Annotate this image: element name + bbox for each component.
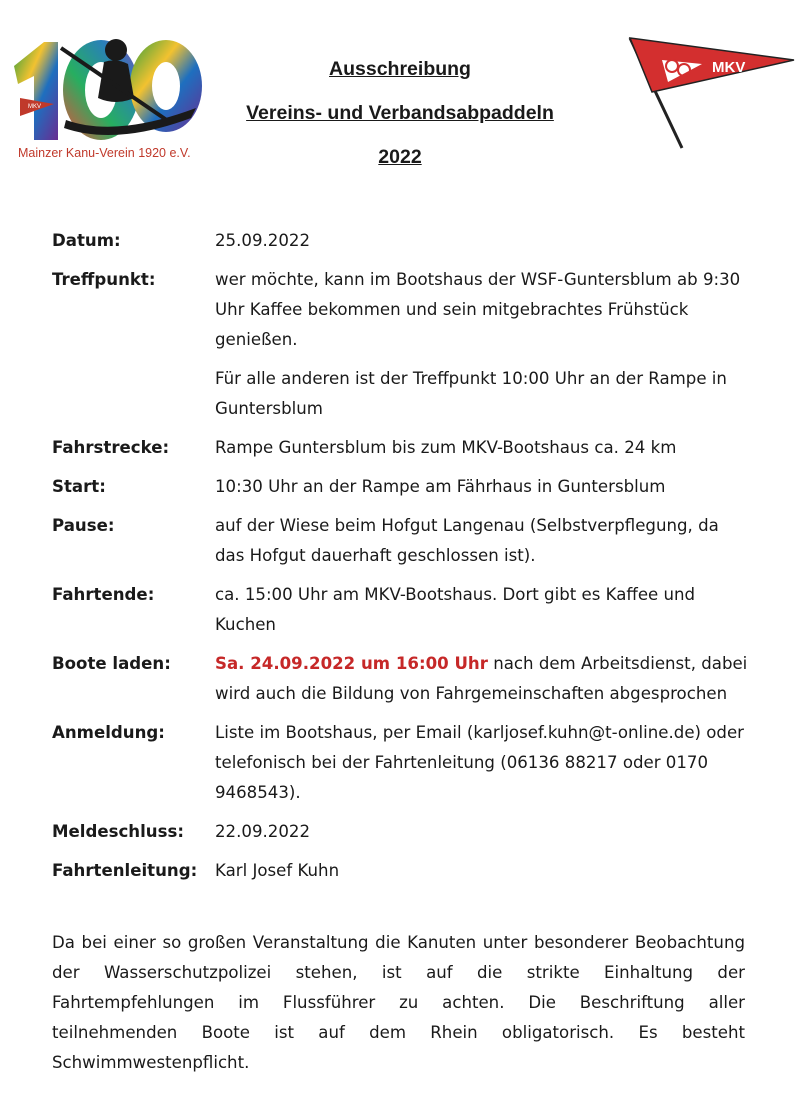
value-start: 10:30 Uhr an der Rampe am Fährhaus in Guntersblum — [215, 477, 666, 496]
label-fahrstrecke: Fahrstrecke: — [52, 438, 170, 457]
value-treffpunkt-1: wer möchte, kann im Bootshaus der WSF-Guntersblum ab 9:30 Uhr Kaffee bekommen und sein mitgebrachtes Frühstück genießen. — [215, 270, 741, 349]
flag-text: MKV — [712, 59, 746, 76]
club-name: Mainzer Kanu-Verein 1920 e.V. — [18, 146, 191, 160]
row-fahrstrecke — [52, 433, 752, 463]
anniversary-logo — [6, 28, 216, 168]
value-boote-laden — [215, 649, 752, 709]
row-anmeldung — [52, 718, 752, 808]
row-datum — [52, 226, 752, 256]
value-meldeschluss: 22.09.2022 — [215, 822, 311, 841]
mkv-pennant-logo — [612, 20, 797, 155]
label-fahrtende: Fahrtende: — [52, 585, 155, 604]
closing-paragraph: Da bei einer so großen Veranstaltung die Kanuten unter besonderer Beobachtung der Wasserschutzpolizei stehen, ist auf die strikte Einhaltung der Fahrtempfehlungen im Flussführer zu achten. Die Beschriftung aller teilnehmenden Boote ist auf dem Rhein obligatorisch. Es besteht Schwimmwestenpflicht. — [52, 933, 745, 1072]
value-fahrtenleitung: Karl Josef Kuhn — [215, 861, 340, 880]
row-treffpunkt — [52, 265, 752, 424]
label-boote-laden: Boote laden: — [52, 654, 171, 673]
label-datum: Datum: — [52, 231, 121, 250]
value-anmeldung: Liste im Bootshaus, per Email (karljosef.kuhn@t-online.de) oder telefonisch bei der Fahrtenleitung (06136 88217 oder 0170 9468543). — [215, 723, 744, 802]
title-year: 2022 — [378, 146, 422, 168]
row-fahrtenleitung — [52, 856, 752, 886]
label-pause: Pause: — [52, 516, 115, 535]
row-meldeschluss — [52, 817, 752, 847]
row-pause — [52, 511, 752, 571]
title-line-1: Ausschreibung — [329, 58, 471, 80]
value-fahrstrecke: Rampe Guntersblum bis zum MKV-Bootshaus ca. 24 km — [215, 438, 677, 457]
row-boote-laden — [52, 649, 752, 709]
label-fahrtenleitung: Fahrtenleitung: — [52, 861, 198, 880]
label-meldeschluss: Meldeschluss: — [52, 822, 185, 841]
label-start: Start: — [52, 477, 106, 496]
value-pause: auf der Wiese beim Hofgut Langenau (Selbstverpflegung, da das Hofgut dauerhaft geschlossen ist). — [215, 516, 719, 565]
row-fahrtende — [52, 580, 752, 640]
boote-laden-rest: nach dem Arbeitsdienst, dabei wird auch die Bildung von Fahrgemeinschaften abgesprochen — [215, 654, 748, 703]
label-treffpunkt: Treffpunkt: — [52, 270, 156, 289]
highlight-date: Sa. 24.09.2022 um 16:00 Uhr — [215, 654, 488, 673]
label-anmeldung: Anmeldung: — [52, 723, 165, 742]
value-treffpunkt-2: Für alle anderen ist der Treffpunkt 10:00 Uhr an der Rampe in Guntersblum — [215, 369, 727, 418]
title-line-2: Vereins- und Verbandsabpaddeln — [246, 102, 554, 124]
value-datum: 25.09.2022 — [215, 231, 311, 250]
row-start — [52, 472, 752, 502]
svg-text:MKV: MKV — [28, 104, 42, 110]
value-fahrtende: ca. 15:00 Uhr am MKV-Bootshaus. Dort gibt es Kaffee und Kuchen — [215, 585, 696, 634]
details-list — [52, 226, 752, 895]
number-100-graphic — [6, 28, 216, 153]
